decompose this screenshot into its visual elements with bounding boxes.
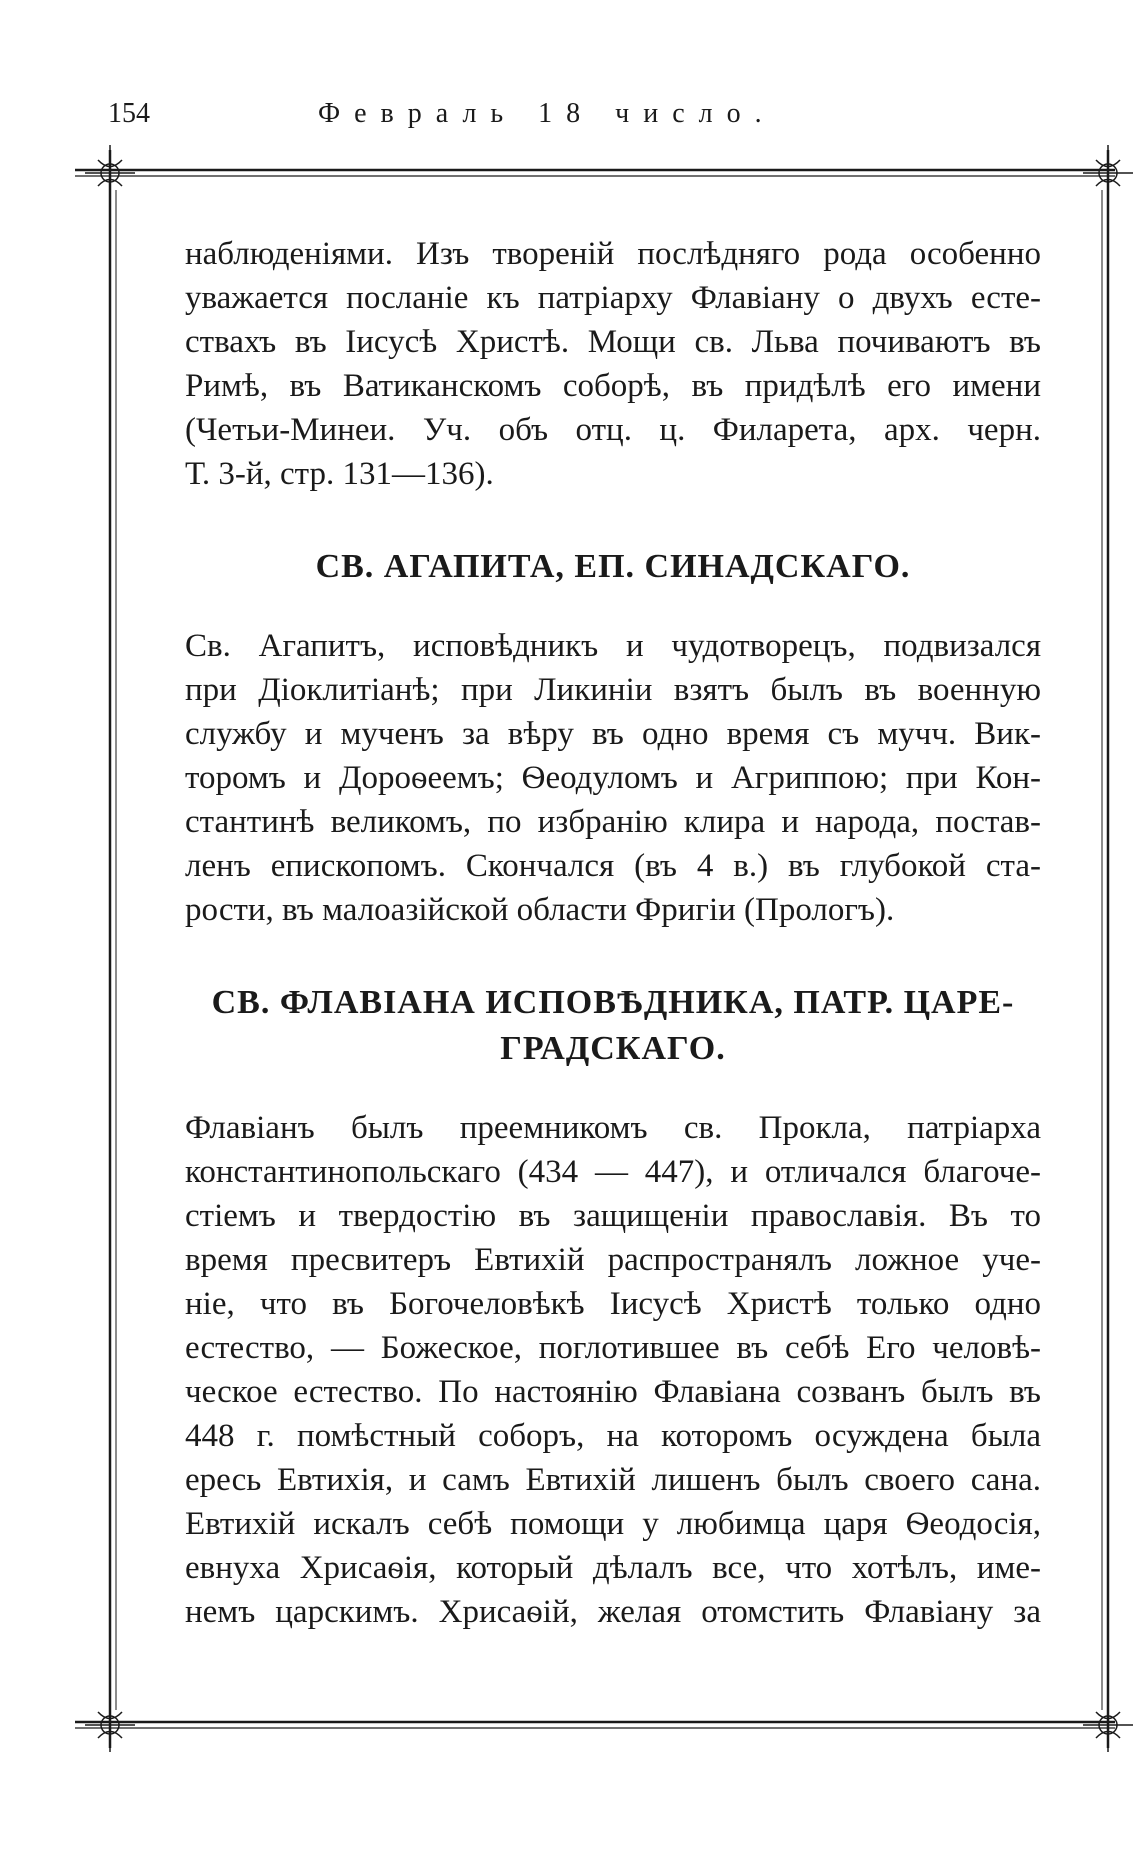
intro-paragraph xyxy=(185,232,1041,496)
text-line: торомъ и Дороѳеемъ; Ѳеодуломъ и Агриппою; при Кон- xyxy=(185,760,1041,796)
right-rule xyxy=(1102,150,1108,1748)
text-line: время пресвитеръ Евтихій распространялъ ложное уче- xyxy=(185,1242,1041,1278)
page-number: 154 xyxy=(108,98,150,129)
text-line: Св. Агапитъ, исповѣдникъ и чудотворецъ, подвизался xyxy=(185,628,1041,664)
agapit-heading: СВ. АГАПИТА, ЕП. СИНАДСКАГО. xyxy=(315,548,911,585)
corner-ornament-bottom-left xyxy=(85,1698,135,1752)
text-block xyxy=(185,232,1041,1634)
corner-ornament-top-left xyxy=(85,145,135,200)
text-line: рости, въ малоазійской области Фригіи (Прологъ). xyxy=(185,892,895,928)
left-rule xyxy=(110,150,116,1748)
text-line: службу и мученъ за вѣру въ одно время съ мучч. Вик- xyxy=(185,716,1041,752)
running-title: Февраль 18 число. xyxy=(318,98,776,129)
corner-ornament-bottom-right xyxy=(1083,1698,1133,1752)
text-line: стантинѣ великомъ, по избранію клира и народа, постав- xyxy=(185,804,1041,840)
text-line: Т. 3-й, стр. 131—136). xyxy=(185,456,494,492)
text-line: при Діоклитіанѣ; при Ликиніи взятъ былъ въ военную xyxy=(185,672,1041,708)
text-line: Евтихій искалъ себѣ помощи у любимца царя Ѳеодосія, xyxy=(185,1506,1041,1542)
text-line: ересь Евтихія, и самъ Евтихій лишенъ былъ своего сана. xyxy=(185,1462,1041,1498)
flavian-heading-line-2: ГРАДСКАГО. xyxy=(500,1030,726,1067)
text-line: ніе, что въ Богочеловѣкѣ Іисусѣ Христѣ только одно xyxy=(185,1286,1041,1322)
text-line: 448 г. помѣстный соборъ, на которомъ осуждена была xyxy=(185,1418,1041,1454)
text-line: константинопольскаго (434 — 447), и отличался благоче- xyxy=(185,1154,1041,1190)
text-line: Римѣ, въ Ватиканскомъ соборѣ, въ придѣлѣ его имени xyxy=(185,368,1041,404)
text-line: уважается посланіе къ патріарху Флавіану о двухъ есте- xyxy=(185,280,1041,316)
flavian-heading xyxy=(185,980,1041,1072)
corner-ornament-top-right xyxy=(1083,145,1133,200)
text-line: немъ царскимъ. Хрисаѳій, желая отомстить Флавіану за xyxy=(185,1594,1041,1630)
bottom-rule xyxy=(75,1722,1115,1728)
text-line: естество, — Божеское, поглотившее въ себѣ Его человѣ- xyxy=(185,1330,1041,1366)
text-line: ствахъ въ Іисусѣ Христѣ. Мощи св. Льва почиваютъ въ xyxy=(185,324,1041,360)
top-rule xyxy=(75,170,1115,176)
text-line: стіемъ и твердостію въ защищеніи православія. Въ то xyxy=(185,1198,1041,1234)
text-line: ленъ епископомъ. Скончался (въ 4 в.) въ глубокой ста- xyxy=(185,848,1041,884)
text-line: (Четьи-Минеи. Уч. объ отц. ц. Филарета, арх. черн. xyxy=(185,412,1041,448)
agapit-paragraph xyxy=(185,624,1041,932)
flavian-heading-line-1: СВ. ФЛАВІАНА ИСПОВѢДНИКА, ПАТР. ЦАРЕ- xyxy=(211,984,1015,1021)
text-line: Флавіанъ былъ преемникомъ св. Прокла, патріарха xyxy=(185,1110,1041,1146)
text-line: наблюденіями. Изъ твореній послѣдняго рода особенно xyxy=(185,236,1041,272)
flavian-paragraph xyxy=(185,1106,1041,1634)
text-line: ческое естество. По настоянію Флавіана созванъ былъ въ xyxy=(185,1374,1041,1410)
text-line: евнуха Хрисаѳія, который дѣлалъ все, что хотѣлъ, име- xyxy=(185,1550,1041,1586)
